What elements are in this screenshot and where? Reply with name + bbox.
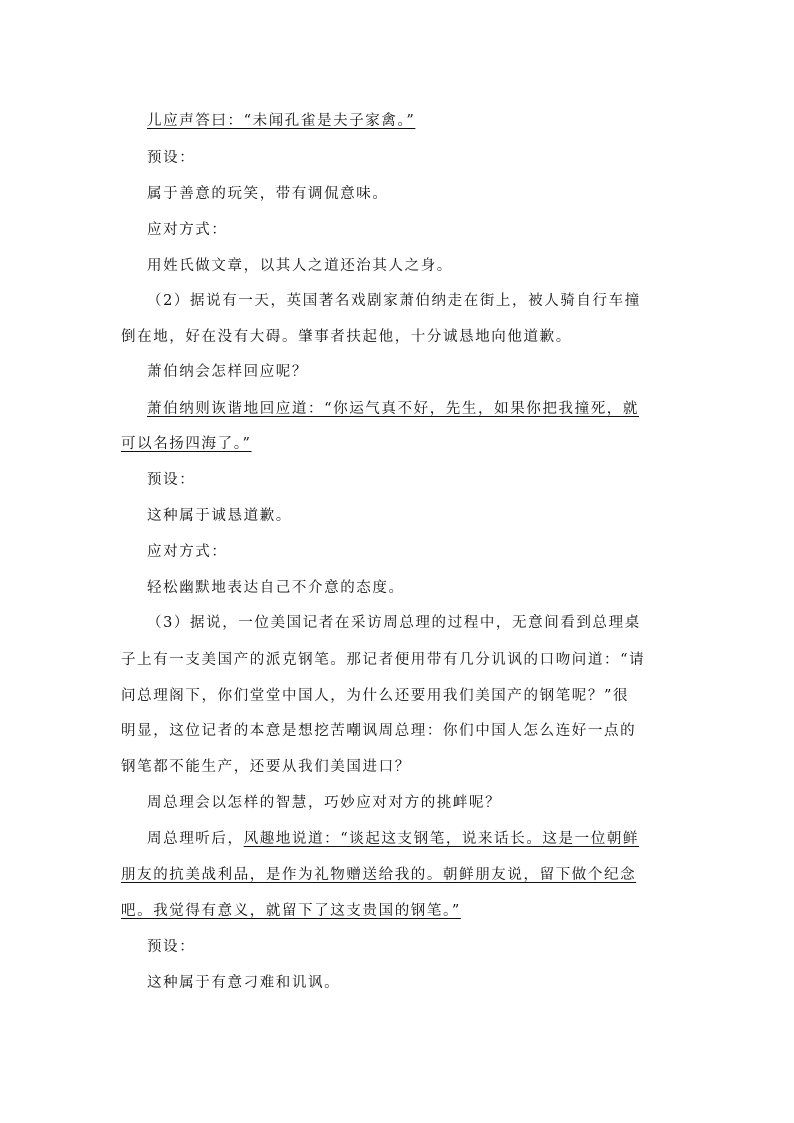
text-line: 应对方式： <box>147 544 228 560</box>
text-line: 萧伯纳则诙谐地回应道：“你运气真不好，先生，如果你把我撞死，就 <box>147 401 640 417</box>
text-line: 问总理阁下，你们堂堂中国人，为什么还要用我们美国产的钢笔呢？”很 <box>121 688 630 704</box>
text-line: 萧伯纳会怎样回应呢？ <box>147 364 308 380</box>
text-line: 明显，这位记者的本意是想挖苦嘲讽周总理：你们中国人怎么连好一点的 <box>121 723 637 739</box>
text-line: （2）据说有一天，英国著名戏剧家萧伯纳走在街上，被人骑自行车撞 <box>147 293 641 309</box>
text-line: 儿应声答曰：“未闻孔雀是夫子家禽。” <box>147 113 416 129</box>
text-line: 这种属于诚恳道歉。 <box>147 508 292 524</box>
text-line <box>147 829 639 849</box>
text-line: 属于善意的玩笑，带有调侃意味。 <box>147 186 389 202</box>
text-line: 应对方式： <box>147 222 228 238</box>
text-line: 预设： <box>147 939 196 955</box>
text-line: 朋友的抗美战利品，是作为礼物赠送给我的。朝鲜朋友说，留下做个纪念 <box>121 867 637 883</box>
text-line: 这种属于有意刁难和讥讽。 <box>147 975 341 991</box>
text-span: 周总理听后， <box>147 831 244 847</box>
text-line: （3）据说，一位美国记者在采访周总理的过程中，无意间看到总理桌 <box>147 615 641 631</box>
text-line: 轻松幽默地表达自己不介意的态度。 <box>147 580 405 596</box>
quote-span: 风趣地说道：“谈起这支钢笔，说来话长。这是一位朝鲜 <box>243 831 640 847</box>
text-line: 用姓氏做文章，以其人之道还治其人之身。 <box>147 258 453 274</box>
text-line: 可以名扬四海了。” <box>121 436 252 452</box>
text-line: 吧。我觉得有意义，就留下了这支贵国的钢笔。” <box>121 903 461 919</box>
text-line: 倒在地，好在没有大碍。肇事者扶起他，十分诚恳地向他道歉。 <box>121 329 572 345</box>
text-line: 周总理会以怎样的智慧，巧妙应对对方的挑衅呢？ <box>147 795 502 811</box>
text-line: 钢笔都不能生产，还要从我们美国进口？ <box>121 759 411 775</box>
text-line: 预设： <box>147 472 196 488</box>
text-line: 子上有一支美国产的派克钢笔。那记者便用带有几分讥讽的口吻问道：“请 <box>121 652 646 668</box>
text-line: 预设： <box>147 150 196 166</box>
